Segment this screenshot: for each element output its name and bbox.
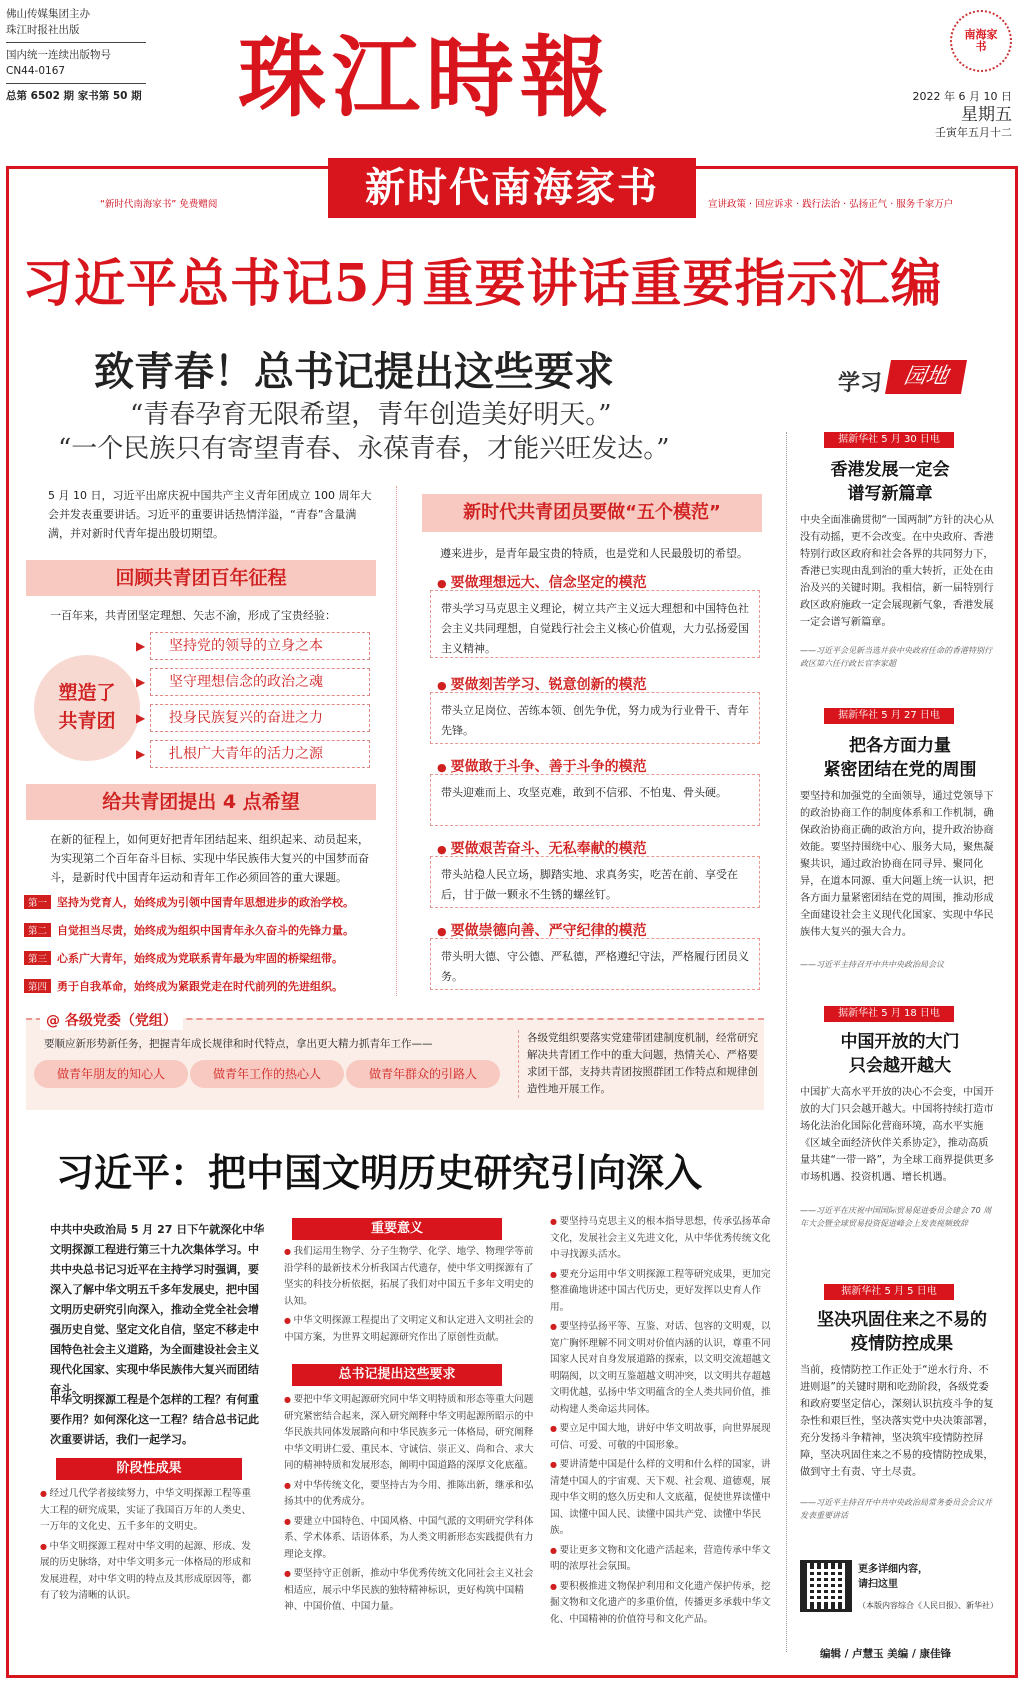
review-item bbox=[136, 740, 370, 768]
news-title: 坚决巩固住来之不易的 疫情防控成果 bbox=[817, 1310, 987, 1354]
publisher-info bbox=[6, 6, 146, 104]
review-item bbox=[136, 704, 370, 732]
hope-item bbox=[24, 978, 343, 994]
models-title: 新时代共青团员要做“五个模范” bbox=[422, 494, 762, 532]
review-item bbox=[136, 668, 370, 696]
date-info bbox=[913, 88, 1012, 142]
party-pill: 做青年群众的引路人 bbox=[346, 1060, 500, 1088]
model-text: 带头学习马克思主义理论，树立共产主义远大理想和中国特色社会主义共同理想，自觉践行社会主义核心价值观，大力弘扬爱国主义精神。 bbox=[430, 590, 760, 658]
hope-text: 坚持为党育人，始终成为引领中国青年思想进步的政治学校。 bbox=[57, 896, 355, 909]
quote-1: “青春孕育无限希望，青年创造美好明天。” bbox=[130, 400, 612, 430]
model-text: 带头明大德、守公德、严私德，严格遵纪守法，严格履行团员义务。 bbox=[430, 938, 760, 990]
hope-tag: 第三 bbox=[24, 951, 51, 965]
news-tag: 据新华社 5 月 30 日电 bbox=[824, 432, 954, 448]
hopes-text: 在新的征程上，如何更好把青年团结起来、组织起来、动员起来，为实现第二个百年奋斗目标、实现中华民族伟大复兴的中国梦而奋斗，是新时代中国青年运动和青年工作必须回答的重大课题。 bbox=[50, 833, 369, 884]
publisher-line: 珠江时报社出版 bbox=[6, 24, 80, 36]
news-body: 中央全面准确贯彻“一国两制”方针的决心从没有动摇，更不会改变。在中央政府、香港特别行政区政府和社会各界的共同努力下，香港已实现由乱到治的重大转折，正处在由治及兴的关键时期。我相信，新一届特别行政区政府施政一定会展现新气象，香港发展一定会谱写新篇章。 bbox=[800, 515, 994, 628]
requirement-item: ● 要充分运用中华文明探源工程等研究成果，更加完整准确地讲述中国古代历史，更好发挥以史育人作用。 bbox=[550, 1267, 776, 1317]
requirements-list-cont bbox=[550, 1214, 776, 1631]
editors-credit: 编辑 / 卢慧玉 美编 / 康佳锋 bbox=[820, 1648, 951, 1660]
model-title: ● 要做艰苦奋斗、无私奉献的模范 bbox=[437, 838, 647, 858]
hope-text: 自觉担当尽责，始终成为组织中国青年永久奋斗的先锋力量。 bbox=[57, 924, 355, 937]
news-body: 当前，疫情防控工作正处于“逆水行舟、不进则退”的关键时期和吃劲阶段，各级党委和政府要坚定信心，深刻认识抗疫斗争的复杂性和艰巨性，坚决落实党中央决策部署，充分发扬斗争精神，坚决筑牢疫情防控屏障，坚决巩固住来之不易的疫情防控成果，做到守土有责、守土尽责。 bbox=[800, 1365, 994, 1478]
serial-number: CN44-0167 bbox=[6, 65, 66, 77]
requirement-item: ● 要建立中国特色、中国风格、中国气派的文明研究学科体系、学术体系、话语体系，为人类文明新形态实践提供有力理论支撑。 bbox=[284, 1514, 536, 1564]
models-intro: 遵来进步，是青年最宝贵的特质，也是党和人民最殷切的希望。 bbox=[440, 547, 748, 560]
free-tagline: “新时代南海家书” 免费赠阅 bbox=[100, 199, 218, 210]
arrow-right-icon: ▶ bbox=[136, 711, 146, 725]
requirement-item: ● 要让更多文物和文化遗产活起来，营造传承中华文明的浓厚社会氛围。 bbox=[550, 1543, 776, 1576]
hope-tag: 第一 bbox=[24, 895, 51, 909]
column-divider bbox=[396, 486, 397, 996]
review-text: 一百年来，共青团坚定理想、矢志不渝，形成了宝贵经验： bbox=[50, 609, 336, 622]
hope-item bbox=[24, 922, 354, 938]
civilization-headline: 习近平：把中国文明历史研究引向深入 bbox=[56, 1150, 703, 1195]
youth-intro: 5 月 10 日，习近平出席庆祝中国共产主义青年团成立 100 周年大会并发表重要讲话。习近平的重要讲话热情洋溢，“青春”含量满满，并对新时代青年提出殷切期望。 bbox=[48, 489, 372, 540]
column-banner: 新时代南海家书 bbox=[328, 158, 696, 218]
meaning-item: ● 我们运用生物学、分子生物学、化学、地学、物理学等前沿学科的最新技术分析我国古代遗存，使中华文明探源有了坚实的科技分析依据，拓展了我们对中国五千多年文明史的认知。 bbox=[284, 1244, 536, 1310]
service-tagline: 宣讲政策 · 回应诉求 · 践行法治 · 弘扬正气 · 服务千家万户 bbox=[708, 199, 954, 210]
meaning-list bbox=[284, 1244, 536, 1349]
news-note: ——习近平主持召开中共中央政治局常务委员会会议并发表重要讲话 bbox=[800, 1498, 992, 1520]
hope-tag: 第四 bbox=[24, 979, 51, 993]
review-item-text: 投身民族复兴的奋进之力 bbox=[169, 710, 323, 726]
masthead bbox=[0, 0, 1024, 168]
party-text: 要顺应新形势新任务，把握青年成长规律和时代特点，拿出更大精力抓青年工作—— bbox=[44, 1038, 433, 1050]
model-title: ● 要做理想远大、信念坚定的模范 bbox=[437, 572, 647, 592]
civilization-question: 中华文明探源工程是个怎样的工程？有何重要作用？如何深化这一工程？结合总书记此次重要讲话，我们一起学习。 bbox=[50, 1393, 259, 1446]
review-title: 回顾共青团百年征程 bbox=[26, 560, 376, 596]
section-headline: 致青春！总书记提出这些要求 bbox=[94, 348, 614, 395]
seal-stamp-icon bbox=[950, 10, 1012, 72]
news-tag: 据新华社 5 月 5 日电 bbox=[824, 1284, 954, 1300]
model-text: 带头迎难而上、攻坚克难，敢到不信邪、不怕鬼、骨头硬。 bbox=[430, 774, 760, 826]
news-title: 中国开放的大门 只会越开越大 bbox=[840, 1032, 960, 1076]
arrow-right-icon: ▶ bbox=[136, 639, 146, 653]
news-body: 要坚持和加强党的全面领导，通过党领导下的政治协商工作的制度体系和工作机制，确保政治协商正确的政治方向，提升政治协商效能。要坚持围绕中心、服务大局，聚焦凝聚共识，通过政治协商在同寻异、聚同化异，在道本同源、重大问题上统一认识，把各方面力量紧密团结在党的周围，推动形成全面建设社会主义现代化国家、实现中华民族伟大复兴的强大合力。 bbox=[800, 791, 994, 938]
meaning-item: ● 中华文明探源工程提出了文明定义和认定进入文明社会的中国方案，为世界文明起源研究作出了原创性贡献。 bbox=[284, 1313, 536, 1346]
model-title: ● 要做刻苦学习、锐意创新的模范 bbox=[437, 674, 647, 694]
publisher-line: 佛山传媒集团主办 bbox=[6, 8, 90, 20]
news-tag: 据新华社 5 月 27 日电 bbox=[824, 708, 954, 724]
model-title: ● 要做敢于斗争、善于斗争的模范 bbox=[437, 756, 647, 776]
review-item-text: 坚守理想信念的政治之魂 bbox=[169, 674, 323, 690]
review-item bbox=[136, 632, 370, 660]
shaped-circle bbox=[34, 655, 140, 761]
stage-results-list bbox=[40, 1486, 258, 1608]
hope-tag: 第二 bbox=[24, 923, 51, 937]
issue-number: 总第 6502 期 家书第 50 期 bbox=[6, 90, 142, 102]
hopes-title: 给共青团提出 4 点希望 bbox=[26, 784, 376, 820]
serial-line: 国内统一连续出版物号 bbox=[6, 49, 111, 61]
circle-text: 塑造了共青团 bbox=[58, 682, 116, 732]
requirement-item: ● 要立足中国大地，讲好中华文明故事，向世界展现可信、可爱、可敬的中国形象。 bbox=[550, 1421, 776, 1454]
hope-text: 心系广大青年，始终成为党联系青年最为牢固的桥梁纽带。 bbox=[57, 952, 344, 965]
seal-text: 南海家书 bbox=[964, 28, 998, 53]
requirement-item: ● 要坚持守正创新，推动中华优秀传统文化同社会主义社会相适应，展示中华民族的独特精神标识，更好构筑中国精神、中国价值、中国力量。 bbox=[284, 1566, 536, 1616]
qr-code-icon[interactable] bbox=[800, 1560, 852, 1612]
civilization-intro: 中共中央政治局 5 月 27 日下午就深化中华文明探源工程进行第三十九次集体学习。中共中央总书记习近平在主持学习时强调，要深入了解中华文明五千多年发展史，把中国文明历史研究引向深入，推动全党全社会增强历史自觉、坚定文化自信，坚定不移走中国特色社会主义道路，为全面建设社会主义现代化国家、实现中华民族伟大复兴而团结奋斗。 bbox=[50, 1223, 265, 1396]
news-title: 香港发展一定会 谱写新篇章 bbox=[830, 460, 950, 504]
party-right-text: 各级党组织要落实党建带团建制度机制，经常研究解决共青团工作中的重大问题，热情关心、严格要求团干部，支持共青团按照群团工作特点和规律创造性地开展工作。 bbox=[518, 1030, 758, 1098]
requirement-item: ● 要把中华文明起源研究同中华文明特质和形态等重大问题研究紧密结合起来，深入研究阐释中华文明起源所昭示的中华民族共同体发展路向和中华民族多元一体格局，研究阐释中华文明讲仁爱、重民本、守诚信、崇正义、尚和合、求大同的精神特质和发展形态，阐明中国道路的深厚文化底蕴。 bbox=[284, 1392, 536, 1475]
stage-result-item: ● 中华文明探源工程对中华文明的起源、形成、发展的历史脉络，对中华文明多元一体格局的形成和发展进程，对中华文明的特点及其形成原因等，都有了较为清晰的认识。 bbox=[40, 1539, 258, 1605]
review-item-text: 扎根广大青年的活力之源 bbox=[169, 746, 323, 762]
arrow-right-icon: ▶ bbox=[136, 675, 146, 689]
model-title: ● 要做崇德向善、严守纪律的模范 bbox=[437, 920, 647, 940]
main-headline: 习近平总书记5月重要讲话重要指示汇编 bbox=[22, 254, 943, 314]
requirement-item: ● 对中华传统文化，要坚持古为今用、推陈出新，继承和弘扬其中的优秀成分。 bbox=[284, 1478, 536, 1511]
news-note: ——习近平主持召开中共中央政治局会议 bbox=[800, 960, 944, 969]
column-divider bbox=[786, 432, 787, 1652]
lunar-date: 壬寅年五月十二 bbox=[935, 126, 1012, 139]
requirement-item: ● 要坚持马克思主义的根本指导思想，传承弘扬革命文化，发展社会主义先进文化，从中华优秀传统文化中寻找源头活水。 bbox=[550, 1214, 776, 1264]
study-logo-text: 学习 bbox=[838, 371, 883, 396]
party-pill: 做青年朋友的知心人 bbox=[34, 1060, 188, 1088]
arrow-right-icon: ▶ bbox=[136, 747, 146, 761]
hope-item bbox=[24, 894, 354, 910]
news-tag: 据新华社 5 月 18 日电 bbox=[824, 1006, 954, 1022]
review-item-text: 坚持党的领导的立身之本 bbox=[169, 638, 323, 654]
source-note: （本版内容综合《人民日报》、新华社） bbox=[858, 1601, 998, 1610]
hope-text: 勇于自我革命，始终成为紧跟党走在时代前列的先进组织。 bbox=[57, 980, 344, 993]
quote-2: “一个民族只有寄望青春、永葆青春，才能兴旺发达。” bbox=[58, 434, 670, 464]
requirement-item: ● 要坚持弘扬平等、互鉴、对话、包容的文明观，以宽广胸怀理解不同文明对价值内涵的认识，尊重不同国家人民对自身发展道路的探索，以文明交流超越文明隔阂，以文明互鉴超越文明冲突，以文明共存超越文明优越，弘扬中华文明蕴含的全人类共同价值，推动构建人类命运共同体。 bbox=[550, 1319, 776, 1418]
model-text: 带头站稳人民立场，脚踏实地、求真务实，吃苦在前、享受在后，甘于做一颗永不生锈的螺丝钉。 bbox=[430, 856, 760, 908]
weekday: 星期五 bbox=[961, 105, 1012, 125]
party-pill: 做青年工作的热心人 bbox=[190, 1060, 344, 1088]
requirements-title: 总书记提出这些要求 bbox=[292, 1364, 502, 1386]
model-text: 带头立足岗位、苦练本领、创先争优，努力成为行业骨干、青年先锋。 bbox=[430, 692, 760, 744]
party-title: @ 各级党委（党组） bbox=[40, 1010, 183, 1030]
news-body: 中国扩大高水平开放的决心不会变，中国开放的大门只会越开越大。中国将持续打造市场化法治化国际化营商环境，高水平实施《区域全面经济伙伴关系协定》，推动高质量共建“一带一路”，为全球工商界提供更多市场机遇、投资机遇、增长机遇。 bbox=[800, 1087, 994, 1183]
study-logo-highlight: 园地 bbox=[885, 360, 967, 394]
paper-name-logo: 珠江時報 bbox=[238, 25, 615, 129]
publish-date: 2022 年 6 月 10 日 bbox=[912, 90, 1012, 103]
hope-item bbox=[24, 950, 343, 966]
stage-results-title: 阶段性成果 bbox=[56, 1458, 242, 1480]
requirement-item: ● 要讲清楚中国是什么样的文明和什么样的国家，讲清楚中国人的宇宙观、天下观、社会观、道德观，展现中华文明的悠久历史和人文底蕴，促使世界读懂中国、读懂中国人民、读懂中国共产党、读懂中华民族。 bbox=[550, 1457, 776, 1540]
stage-result-item: ● 经过几代学者接续努力，中华文明探源工程等重大工程的研究成果，实证了我国百万年的人类史、一万年的文化史、五千多年的文明史。 bbox=[40, 1486, 258, 1536]
requirements-list bbox=[284, 1392, 536, 1619]
news-note: ——习近平会见新当选并获中央政府任命的香港特别行政区第六任行政长官李家超 bbox=[800, 646, 992, 668]
requirement-item: ● 要积极推进文物保护利用和文化遗产保护传承，挖掘文物和文化遗产的多重价值，传播更多承载中华文化、中国精神的价值符号和文化产品。 bbox=[550, 1579, 776, 1629]
news-title: 把各方面力量 紧密团结在党的周围 bbox=[823, 736, 977, 780]
news-note: ——习近平在庆祝中国国际贸易促进委员会建会 70 周年大会暨全球贸易投资促进峰会上发表视频致辞 bbox=[800, 1206, 992, 1228]
meaning-title: 重要意义 bbox=[292, 1218, 502, 1240]
qr-caption: 更多详细内容， 请扫这里 bbox=[858, 1564, 928, 1590]
study-corner-logo bbox=[830, 356, 970, 400]
